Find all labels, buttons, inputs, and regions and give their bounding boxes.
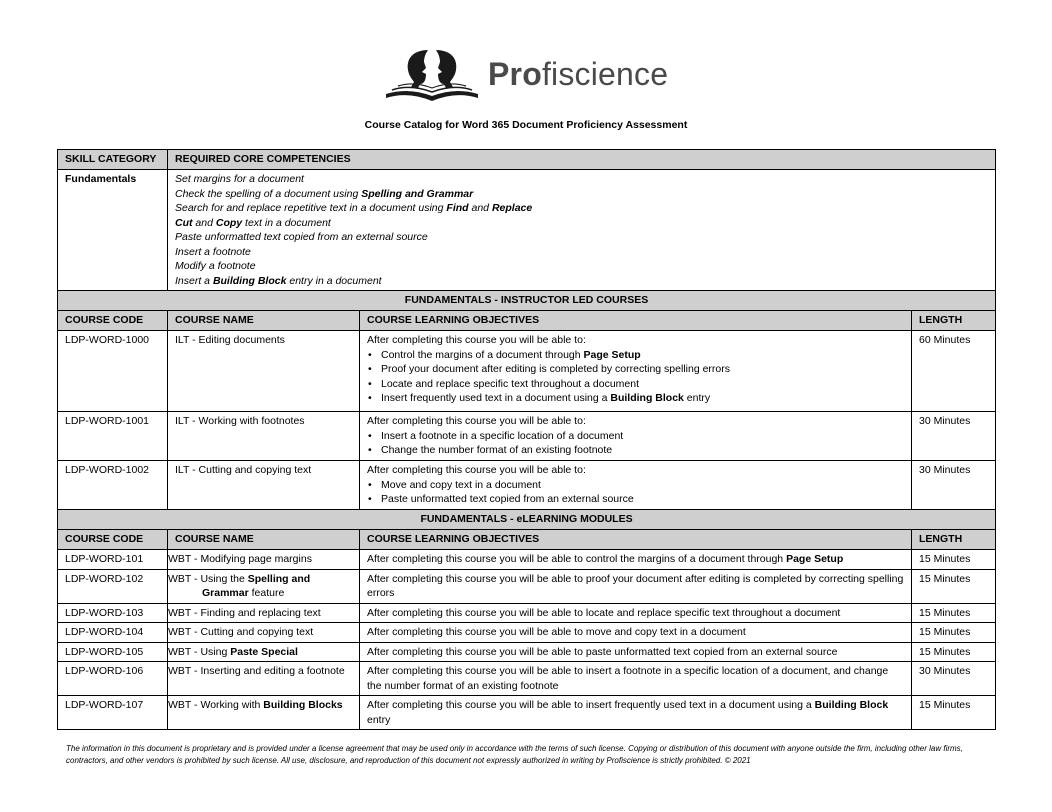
course-catalog-table (57, 149, 996, 730)
course-objective: After completing this course you will be able to insert a footnote in a specific location of a document, and change the number format of an existing footnote (360, 662, 912, 696)
course-objective: After completing this course you will be able to insert frequently used text in a document using a Building Block entry (360, 696, 912, 730)
objective-item: • Change the number format of an existing footnote (367, 443, 904, 458)
header-cell: COURSE NAME (168, 311, 360, 331)
objective-item: • Move and copy text in a document (367, 478, 904, 493)
section-title: FUNDAMENTALS - eLEARNING MODULES (58, 510, 996, 530)
header-cell: COURSE NAME (168, 530, 360, 550)
course-code: LDP-WORD-1001 (58, 412, 168, 461)
competency-item: Modify a footnote (175, 260, 256, 272)
book-faces-icon (384, 44, 480, 104)
objective-item: • Insert a footnote in a specific location of a document (367, 429, 904, 444)
header-cell: COURSE CODE (58, 530, 168, 550)
course-row (58, 461, 996, 510)
objectives-intro: After completing this course you will be able to: (367, 464, 586, 476)
skill-category: Fundamentals (58, 170, 168, 291)
header-cell: SKILL CATEGORY (58, 150, 168, 170)
competency-item: Paste unformatted text copied from an external source (175, 231, 428, 243)
course-name: ILT - Editing documents (168, 331, 360, 412)
objective-item: • Control the margins of a document through Page Setup (367, 348, 904, 363)
wbt-section-row (58, 510, 996, 530)
course-objective: After completing this course you will be able to paste unformatted text copied from an external source (360, 642, 912, 662)
course-name: WBT - Using Paste Special (168, 642, 360, 662)
header-cell: COURSE LEARNING OBJECTIVES (360, 311, 912, 331)
course-name: ILT - Working with footnotes (168, 412, 360, 461)
brand-name: Profiscience (488, 55, 669, 92)
document-title: Course Catalog for Word 365 Document Proficiency Assessment (364, 119, 688, 131)
course-name: WBT - Modifying page margins (168, 550, 360, 570)
course-length: 15 Minutes (912, 569, 996, 603)
course-row (58, 569, 996, 603)
course-length: 30 Minutes (912, 412, 996, 461)
ilt-section-row (58, 291, 996, 311)
competency-item: Set margins for a document (175, 173, 304, 185)
course-name: WBT - Cutting and copying text (168, 623, 360, 643)
competency-item: Check the spelling of a document using Spelling and Grammar (175, 187, 474, 200)
course-row (58, 696, 996, 730)
course-row (58, 331, 996, 412)
course-length: 30 Minutes (912, 662, 996, 696)
course-length: 15 Minutes (912, 642, 996, 662)
course-name: WBT - Using the Spelling and Grammar feature (168, 569, 360, 603)
objectives-intro: After completing this course you will be able to: (367, 334, 586, 346)
header-cell: LENGTH (912, 530, 996, 550)
course-code: LDP-WORD-1000 (58, 331, 168, 412)
objective-item: • Insert frequently used text in a document using a Building Block entry (367, 391, 904, 406)
course-name: WBT - Inserting and editing a footnote (168, 662, 360, 696)
skills-header-row (58, 150, 996, 170)
course-objective: After completing this course you will be able to proof your document after editing is completed by correcting spelling errors (360, 569, 912, 603)
objective-item: • Locate and replace specific text throughout a document (367, 377, 904, 392)
course-row (58, 623, 996, 643)
course-row (58, 412, 996, 461)
course-code: LDP-WORD-104 (58, 623, 168, 643)
legal-footer: The information in this document is proprietary and is provided under a license agreement that may be used only in accordance with the terms of such license. Copying or distribution of this document with anyone outside the firm, including other law firms, contractors, and other vendors is prohibited by such license. All use, disclosure, and reproduction of this document not expressly authorized in writing by Profiscience is strictly prohibited. © 2021 (66, 744, 963, 765)
course-length: 15 Minutes (912, 623, 996, 643)
course-code: LDP-WORD-105 (58, 642, 168, 662)
course-objectives (360, 331, 912, 412)
course-objective: After completing this course you will be able to locate and replace specific text throughout a document (360, 603, 912, 623)
course-row (58, 662, 996, 696)
skills-row (58, 170, 996, 291)
course-name: WBT - Working with Building Blocks (168, 696, 360, 730)
header-cell: COURSE CODE (58, 311, 168, 331)
header-cell: COURSE LEARNING OBJECTIVES (360, 530, 912, 550)
course-objectives (360, 412, 912, 461)
course-row (58, 550, 996, 570)
section-title: FUNDAMENTALS - INSTRUCTOR LED COURSES (58, 291, 996, 311)
objectives-list (367, 478, 904, 507)
course-length: 30 Minutes (912, 461, 996, 510)
course-objective: After completing this course you will be able to move and copy text in a document (360, 623, 912, 643)
course-length: 15 Minutes (912, 603, 996, 623)
course-objectives (360, 461, 912, 510)
course-code: LDP-WORD-106 (58, 662, 168, 696)
course-name: WBT - Finding and replacing text (168, 603, 360, 623)
course-code: LDP-WORD-103 (58, 603, 168, 623)
objectives-intro: After completing this course you will be able to: (367, 415, 586, 427)
competency-item: Insert a footnote (175, 245, 251, 258)
course-code: LDP-WORD-107 (58, 696, 168, 730)
profiscience-logo (384, 44, 668, 104)
objectives-list (367, 348, 904, 406)
core-competencies (168, 170, 996, 291)
header-cell: REQUIRED CORE COMPETENCIES (168, 150, 996, 170)
wbt-header-row (58, 530, 996, 550)
course-objective: After completing this course you will be able to control the margins of a document through Page Setup (360, 550, 912, 570)
competency-item: Search for and replace repetitive text in a document using Find and Replace (175, 202, 533, 214)
competency-item: Insert a Building Block entry in a document (175, 274, 382, 287)
objective-item: • Paste unformatted text copied from an external source (367, 492, 904, 507)
objectives-list (367, 429, 904, 458)
course-row (58, 603, 996, 623)
course-code: LDP-WORD-102 (58, 569, 168, 603)
ilt-header-row (58, 311, 996, 331)
objective-item: • Proof your document after editing is completed by correcting spelling errors (367, 362, 904, 377)
course-code: LDP-WORD-101 (58, 550, 168, 570)
course-row (58, 642, 996, 662)
course-length: 15 Minutes (912, 550, 996, 570)
course-length: 15 Minutes (912, 696, 996, 730)
course-name: ILT - Cutting and copying text (168, 461, 360, 510)
header-cell: LENGTH (912, 311, 996, 331)
course-code: LDP-WORD-1002 (58, 461, 168, 510)
course-length: 60 Minutes (912, 331, 996, 412)
competency-item: Cut and Copy text in a document (175, 216, 331, 229)
